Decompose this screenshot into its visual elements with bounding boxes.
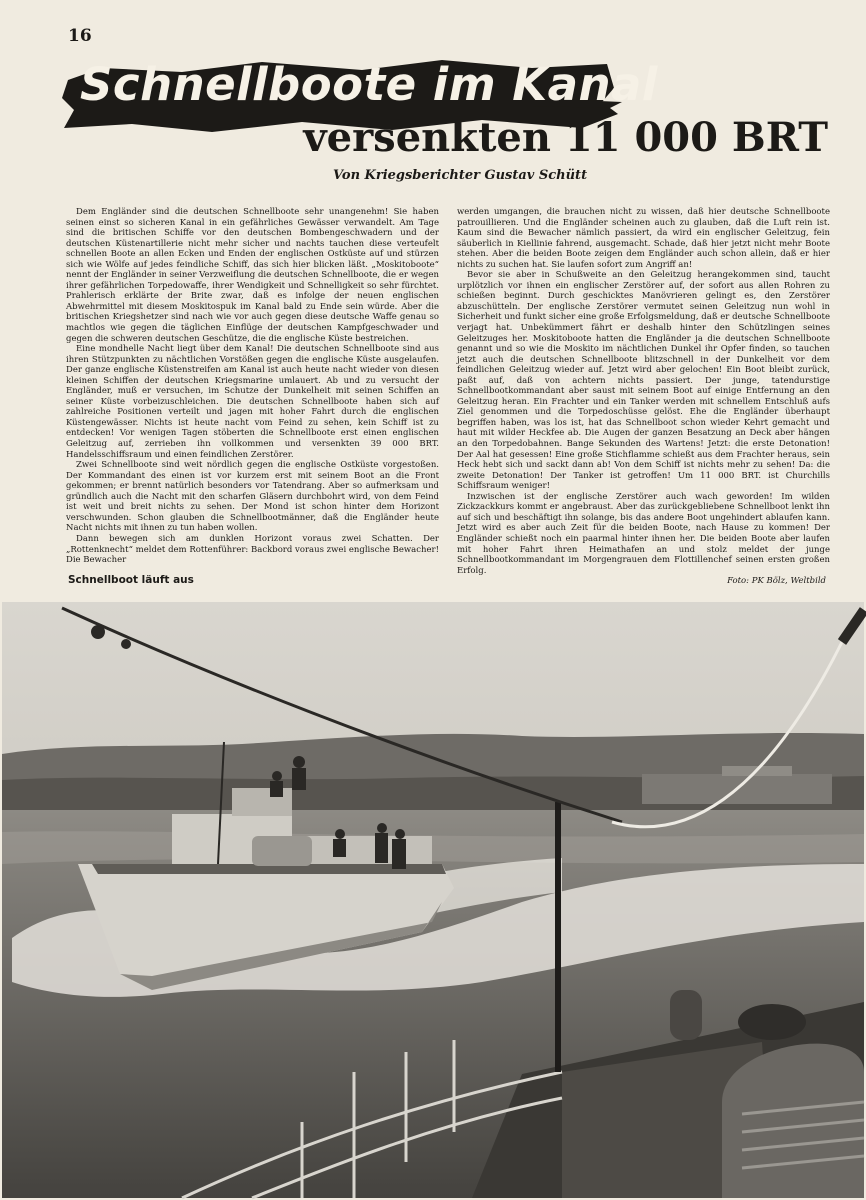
article-paragraph: Zwei Schnellboote sind weit nördlich gegen die englische Ostküste vorgestoßen. Der Kommandant des einen ist vor kurzem erst mit seinem Boot an die Front gekommen; er brennt natürlich besonders vor Tatendrang. Aber so aufmerksam und gründlich auch die Nacht mit den scharfen Gläsern durchbohrt wird, von dem Feind ist weit und breit nichts zu sehen. Der Mond ist schon hinter dem Horizont verschwunden. Schon glauben die Schnellbootmänner, daß die Engländer heute Nacht nichts mit ihnen zu tun haben wollen. (66, 460, 439, 534)
article-paragraph: Inzwischen ist der englische Zerstörer auch wach geworden! Im wilden Zickzackkurs kommt er angebraust. Aber das zurückgebliebene Schnellboot lenkt ihn auf sich und beschäftigt ihn solange, bis das andere Boot ungehindert ablaufen kann. Jetzt wird es aber auch Zeit für die beiden Boote, nach Hause zu kommen! Der Engländer schießt noch ein paarmal hinter ihnen her. Die beiden Boote aber laufen mit hoher Fahrt ihren Heimathafen an und stolz meldet der junge Schnellbootkommandant im Morgengrauen dem Flottillenchef seinen ersten großen Erfolg. (457, 491, 830, 576)
page-number: 16 (68, 26, 92, 46)
headline (62, 52, 832, 172)
headline-sub: versenkten 11 000 BRT (303, 114, 828, 161)
article-body (66, 207, 830, 576)
speedboat-photo (2, 602, 864, 1198)
headline-main: Schnellboote im Kanal (80, 58, 658, 111)
article-paragraph: Eine mondhelle Nacht liegt über dem Kanal! Die deutschen Schnellboote sind aus ihren Stützpunkten zu nächtlichen Vorstößen gegen die englische Küste ausgelaufen. Der ganze englische Küstenstreifen am Kanal ist auch heute nacht wieder von diesen kleinen Schiffen der deutschen Kriegsmarine umlauert. Ab und zu versucht der Engländer, muß er versuchen, im Schutze der Dunkelheit mit seinen Schiffen an seiner Küste vorbeizuschleichen. Die deutschen Schnellboote haben sich auf zahlreiche Positionen verteilt und jagen mit hoher Fahrt durch die englischen Küstengewässer. Nichts ist heute nacht vom Feind zu sehen, kein Schiff ist zu entdecken! Vor wenigen Tagen stöberten die Schnellboote erst einen englischen Geleitzug auf, zerrieben ihn vollkommen und versenkten 39 000 BRT. Handelsschiffsraum und einen feindlichen Zerstörer. (66, 344, 439, 460)
article-paragraph: Dem Engländer sind die deutschen Schnellboote sehr unangenehm! Sie haben seinen einst so sicheren Kanal in ein gefährliches Gewässer verwandelt. Am Tage sind die britischen Schiffe vor den deutschen Bombengeschwadern und der deutschen Küstenartillerie nicht mehr sicher und nachts tauchen diese verteufelt schnellen Boote an allen Ecken und Enden der englischen Ostküste auf und stürzen sich wie Wölfe auf jedes feindliche Schiff, das sich hier blicken läßt. „Moskitoboote“ nennt der Engländer in seiner Verzweiflung die deutschen Schnellboote, die er wegen ihrer gefährlichen Torpedowaffe, ihrer Wendigkeit und Schnelligkeit so sehr fürchtet. Prahlerisch erklärte der Brite zwar, daß es infolge der neuen englischen Abwehrmittel mit diesem Moskitospuk im Kanal bald zu Ende sein würde. Aber die britischen Kriegshetzer sind nach wie vor auch gegen diese deutsche Waffe genau so machtlos wie gegen die täglichen Einflüge der deutschen Kampfgeschwader und gegen die schweren deutschen Geschütze, die die englische Küste bestreichen. (66, 207, 439, 344)
photo-caption: Schnellboot läuft aus (68, 574, 194, 586)
photo-credit: Foto: PK Bölz, Weltbild (727, 576, 826, 586)
byline: Von Kriegsberichter Gustav Schütt (333, 168, 588, 183)
article-paragraph: Bevor sie aber in Schußweite an den Geleitzug herangekommen sind, taucht urplötzlich vor ihnen ein englischer Zerstörer auf, der sofort aus allen Rohren zu schießen beginnt. Durch geschicktes Manövrieren gelingt es, den Zerstörer abzuschütteln. Der englische Zerstörer vermutet seinen Geleitzug nun wohl in Sicherheit und funkt sicher eine große Erfolgsmeldung, daß er deutsche Schnellboote verjagt hat. Unbekümmert fährt er deshalb hinter den Schützlingen seines Geleitzuges her. Moskitoboote hatten die Engländer ja die deutschen Schnellboote genannt und so wie die Moskito im nächtlichen Dunkel ihr Opfer finden, so tauchen jetzt auch die deutschen Schnellboote blitzschnell in der Dunkelheit vor dem feindlichen Geleitzug wieder auf. Jetzt wird aber gelochen! Ein Boot bleibt zurück, paßt auf, daß von achtern nichts passiert. Der junge, tatendurstige Schnellbootkommandant aber saust mit seinem Boot auf einige Entfernung an den Geleitzug heran. Ein Frachter und ein Tanker werden mit schnellem Entschluß aufs Ziel genommen und die Torpedoschüsse gelöst. Ehe die Engländer überhaupt begriffen haben, was los ist, hat das Schnellboot schon wieder Kehrt gemacht und haut mit wilder Heckfee ab. Die Augen der ganzen Besatzung an Deck aber hängen an den Torpedobahnen. Bange Sekunden des Wartens! Jetzt: die erste Detonation! Der Aal hat gesessen! Eine große Stichflamme schießt aus dem Frachter heraus, sein Heck hebt sich und sackt dann ab! Von dem Schiff ist nichts mehr zu sehen! Da: die zweite Detonation! Der Tanker ist getroffen! Um 11 000 BRT. ist Churchills Schiffsraum weniger! (457, 270, 830, 492)
article-paragraph: Dann bewegen sich am dunklen Horizont voraus zwei Schatten. Der „Rottenknecht“ meldet dem Rottenführer: Backbord voraus zwei englische Bewacher! Die Bewacher (66, 533, 439, 566)
article-column-left (66, 207, 439, 565)
article-column-right (457, 207, 830, 576)
article-paragraph: werden umgangen, die brauchen nicht zu wissen, daß hier deutsche Schnellboote patrouillieren. Und die Engländer scheinen auch zu glauben, daß die Luft rein ist. Kaum sind die Bewacher nämlich passiert, da wird ein englischer Geleitzug, fein säuberlich in Kiellinie fahrend, ausgemacht. Schade, daß hier jetzt nicht mehr Boote stehen. Aber die beiden Boote zeigen dem Engländer auch schon allein, daß er hier nichts zu suchen hat. Sie laufen sofort zum Angriff an! (457, 207, 830, 270)
